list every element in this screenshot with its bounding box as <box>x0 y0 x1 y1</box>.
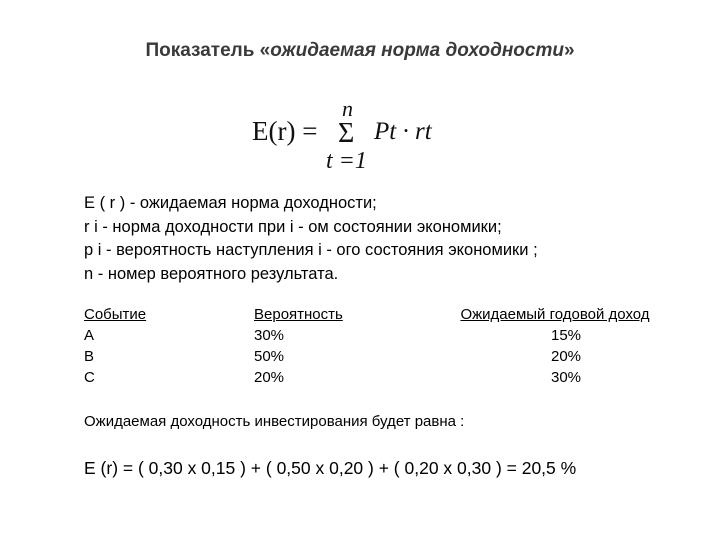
event-cell: A <box>84 327 95 344</box>
title-suffix: » <box>563 40 575 61</box>
probability-cell: 20% <box>254 369 285 386</box>
definition-item: p i - вероятность наступления i - ого состояния экономики ; <box>84 241 538 259</box>
expected-return-formula <box>246 96 466 186</box>
event-cell: B <box>84 348 95 365</box>
page-title <box>0 40 720 62</box>
definition-item: n - номер вероятного результата. <box>84 264 339 283</box>
probability-cell: 50% <box>254 348 285 365</box>
probability-column <box>254 304 343 388</box>
income-cell: 15% <box>550 327 582 344</box>
definitions-list <box>84 192 538 286</box>
definition-item: E ( r ) - ожидаемая норма доходности; <box>84 194 377 212</box>
title-prefix: Показатель « <box>145 40 271 61</box>
income-column <box>440 304 670 388</box>
formula-sum-lower-limit: t =1 <box>326 148 367 174</box>
income-cell: 20% <box>550 348 582 365</box>
result-formula: E (r) = ( 0,30 x 0,15 ) + ( 0,50 x 0,20 ) + ( 0,20 x 0,30 ) = 20,5 % <box>84 458 577 478</box>
income-cell: 30% <box>550 369 582 386</box>
event-cell: C <box>84 369 95 386</box>
events-header: Событие <box>84 306 147 323</box>
formula-sigma: Σ <box>338 118 355 149</box>
formula-lhs: E(r) = <box>252 116 318 146</box>
events-column <box>84 304 146 388</box>
title-italic: ожидаемая норма доходности <box>270 40 564 61</box>
expectation-text: Ожидаемая доходность инвестирования будет равна : <box>84 413 465 430</box>
definition-item: r i - норма доходности при i - ом состоянии экономики; <box>84 217 502 236</box>
formula-term: Pt · rt <box>374 118 432 145</box>
income-header: Ожидаемый годовой доход <box>460 306 650 323</box>
probability-header: Вероятность <box>254 306 343 323</box>
probability-cell: 30% <box>254 327 285 344</box>
formula-sum-upper-limit: n <box>342 96 353 121</box>
